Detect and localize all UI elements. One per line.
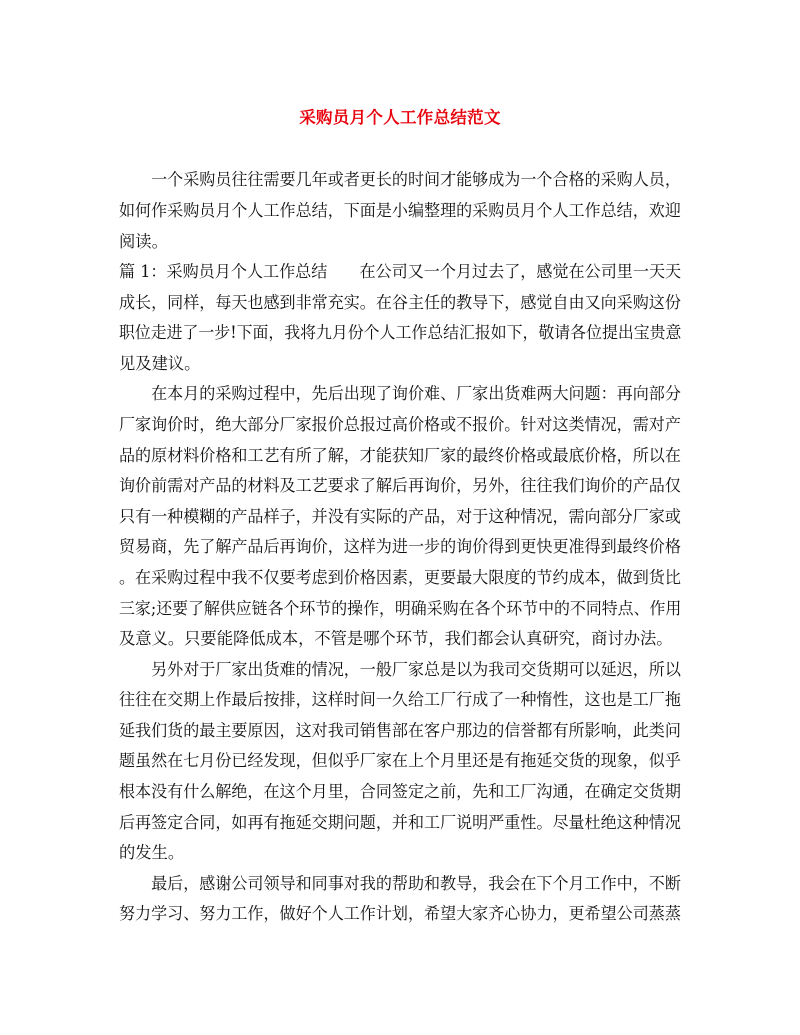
text-line: 后再签定合同，如再有拖延交期问题，并和工厂说明严重性。尽量杜绝这种情况 bbox=[119, 813, 681, 832]
text-line: 只有一种模糊的产品样子，并没有实际的产品，对于这种情况，需向部分厂家或 bbox=[119, 507, 681, 526]
text-line: 。在采购过程中我不仅要考虑到价格因素，更要最大限度的节约成本，做到货比 bbox=[119, 568, 681, 587]
text-line: 三家;还要了解供应链各个环节的操作，明确采购在各个环节中的不同特点、作用 bbox=[119, 599, 682, 618]
text-line: 及意义。只要能降低成本，不管是哪个环节，我们都会认真研究，商讨办法。 bbox=[119, 629, 673, 648]
text-line: 延我们货的最主要原因，这对我司销售部在客户那边的信誉都有所影响，此类问 bbox=[119, 721, 681, 740]
text-line: 篇 1：采购员月个人工作总结 在公司又一个月过去了，感觉在公司里一天天 bbox=[119, 262, 682, 281]
text-line: 的发生。 bbox=[119, 843, 185, 862]
text-line: 最后，感谢公司领导和同事对我的帮助和教导，我会在下个月工作中，不断 bbox=[119, 874, 681, 893]
text-line: 询价前需对产品的材料及工艺要求了解后再询价，另外，往往我们询价的产品仅 bbox=[119, 476, 681, 495]
text-line: 阅读。 bbox=[119, 232, 168, 251]
document-title: 采购员月个人工作总结范文 bbox=[299, 108, 501, 127]
text-line: 厂家询价时，绝大部分厂家报价总报过高价格或不报价。针对这类情况，需对产 bbox=[119, 415, 681, 434]
text-line: 职位走进了一步!下面，我将九月份个人工作总结汇报如下，敬请各位提出宝贵意 bbox=[119, 323, 682, 342]
text-line: 往往在交期上作最后按排，这样时间一久给工厂行成了一种惰性，这也是工厂拖 bbox=[119, 690, 681, 709]
text-line: 根本没有什么解绝，在这个月里，合同签定之前，先和工厂沟通，在确定交货期 bbox=[119, 782, 681, 801]
text-line: 贸易商，先了解产品后再询价，这样为进一步的询价得到更快更准得到最终价格 bbox=[119, 537, 681, 556]
text-line: 另外对于厂家出货难的情况，一般厂家总是以为我司交货期可以延迟，所以 bbox=[119, 660, 681, 679]
text-line: 努力学习、努力工作，做好个人工作计划，希望大家齐心协力，更希望公司蒸蒸 bbox=[119, 904, 681, 923]
text-line: 成长，同样，每天也感到非常充实。在谷主任的教导下，感觉自由又向采购这份 bbox=[119, 293, 681, 312]
text-line: 品的原材料价格和工艺有所了解，才能获知厂家的最终价格或最底价格，所以在 bbox=[119, 446, 681, 465]
text-line: 在本月的采购过程中，先后出现了询价难、厂家出货难两大问题：再向部分 bbox=[119, 384, 681, 403]
text-line: 一个采购员往往需要几年或者更长的时间才能够成为一个合格的采购人员， bbox=[119, 170, 681, 189]
text-line: 见及建议。 bbox=[119, 354, 201, 373]
text-line: 题虽然在七月份已经发现，但似乎厂家在上个月里还是有拖延交货的现象，似乎 bbox=[119, 751, 681, 770]
text-line: 如何作采购员月个人工作总结，下面是小编整理的采购员月个人工作总结，欢迎 bbox=[119, 201, 681, 220]
